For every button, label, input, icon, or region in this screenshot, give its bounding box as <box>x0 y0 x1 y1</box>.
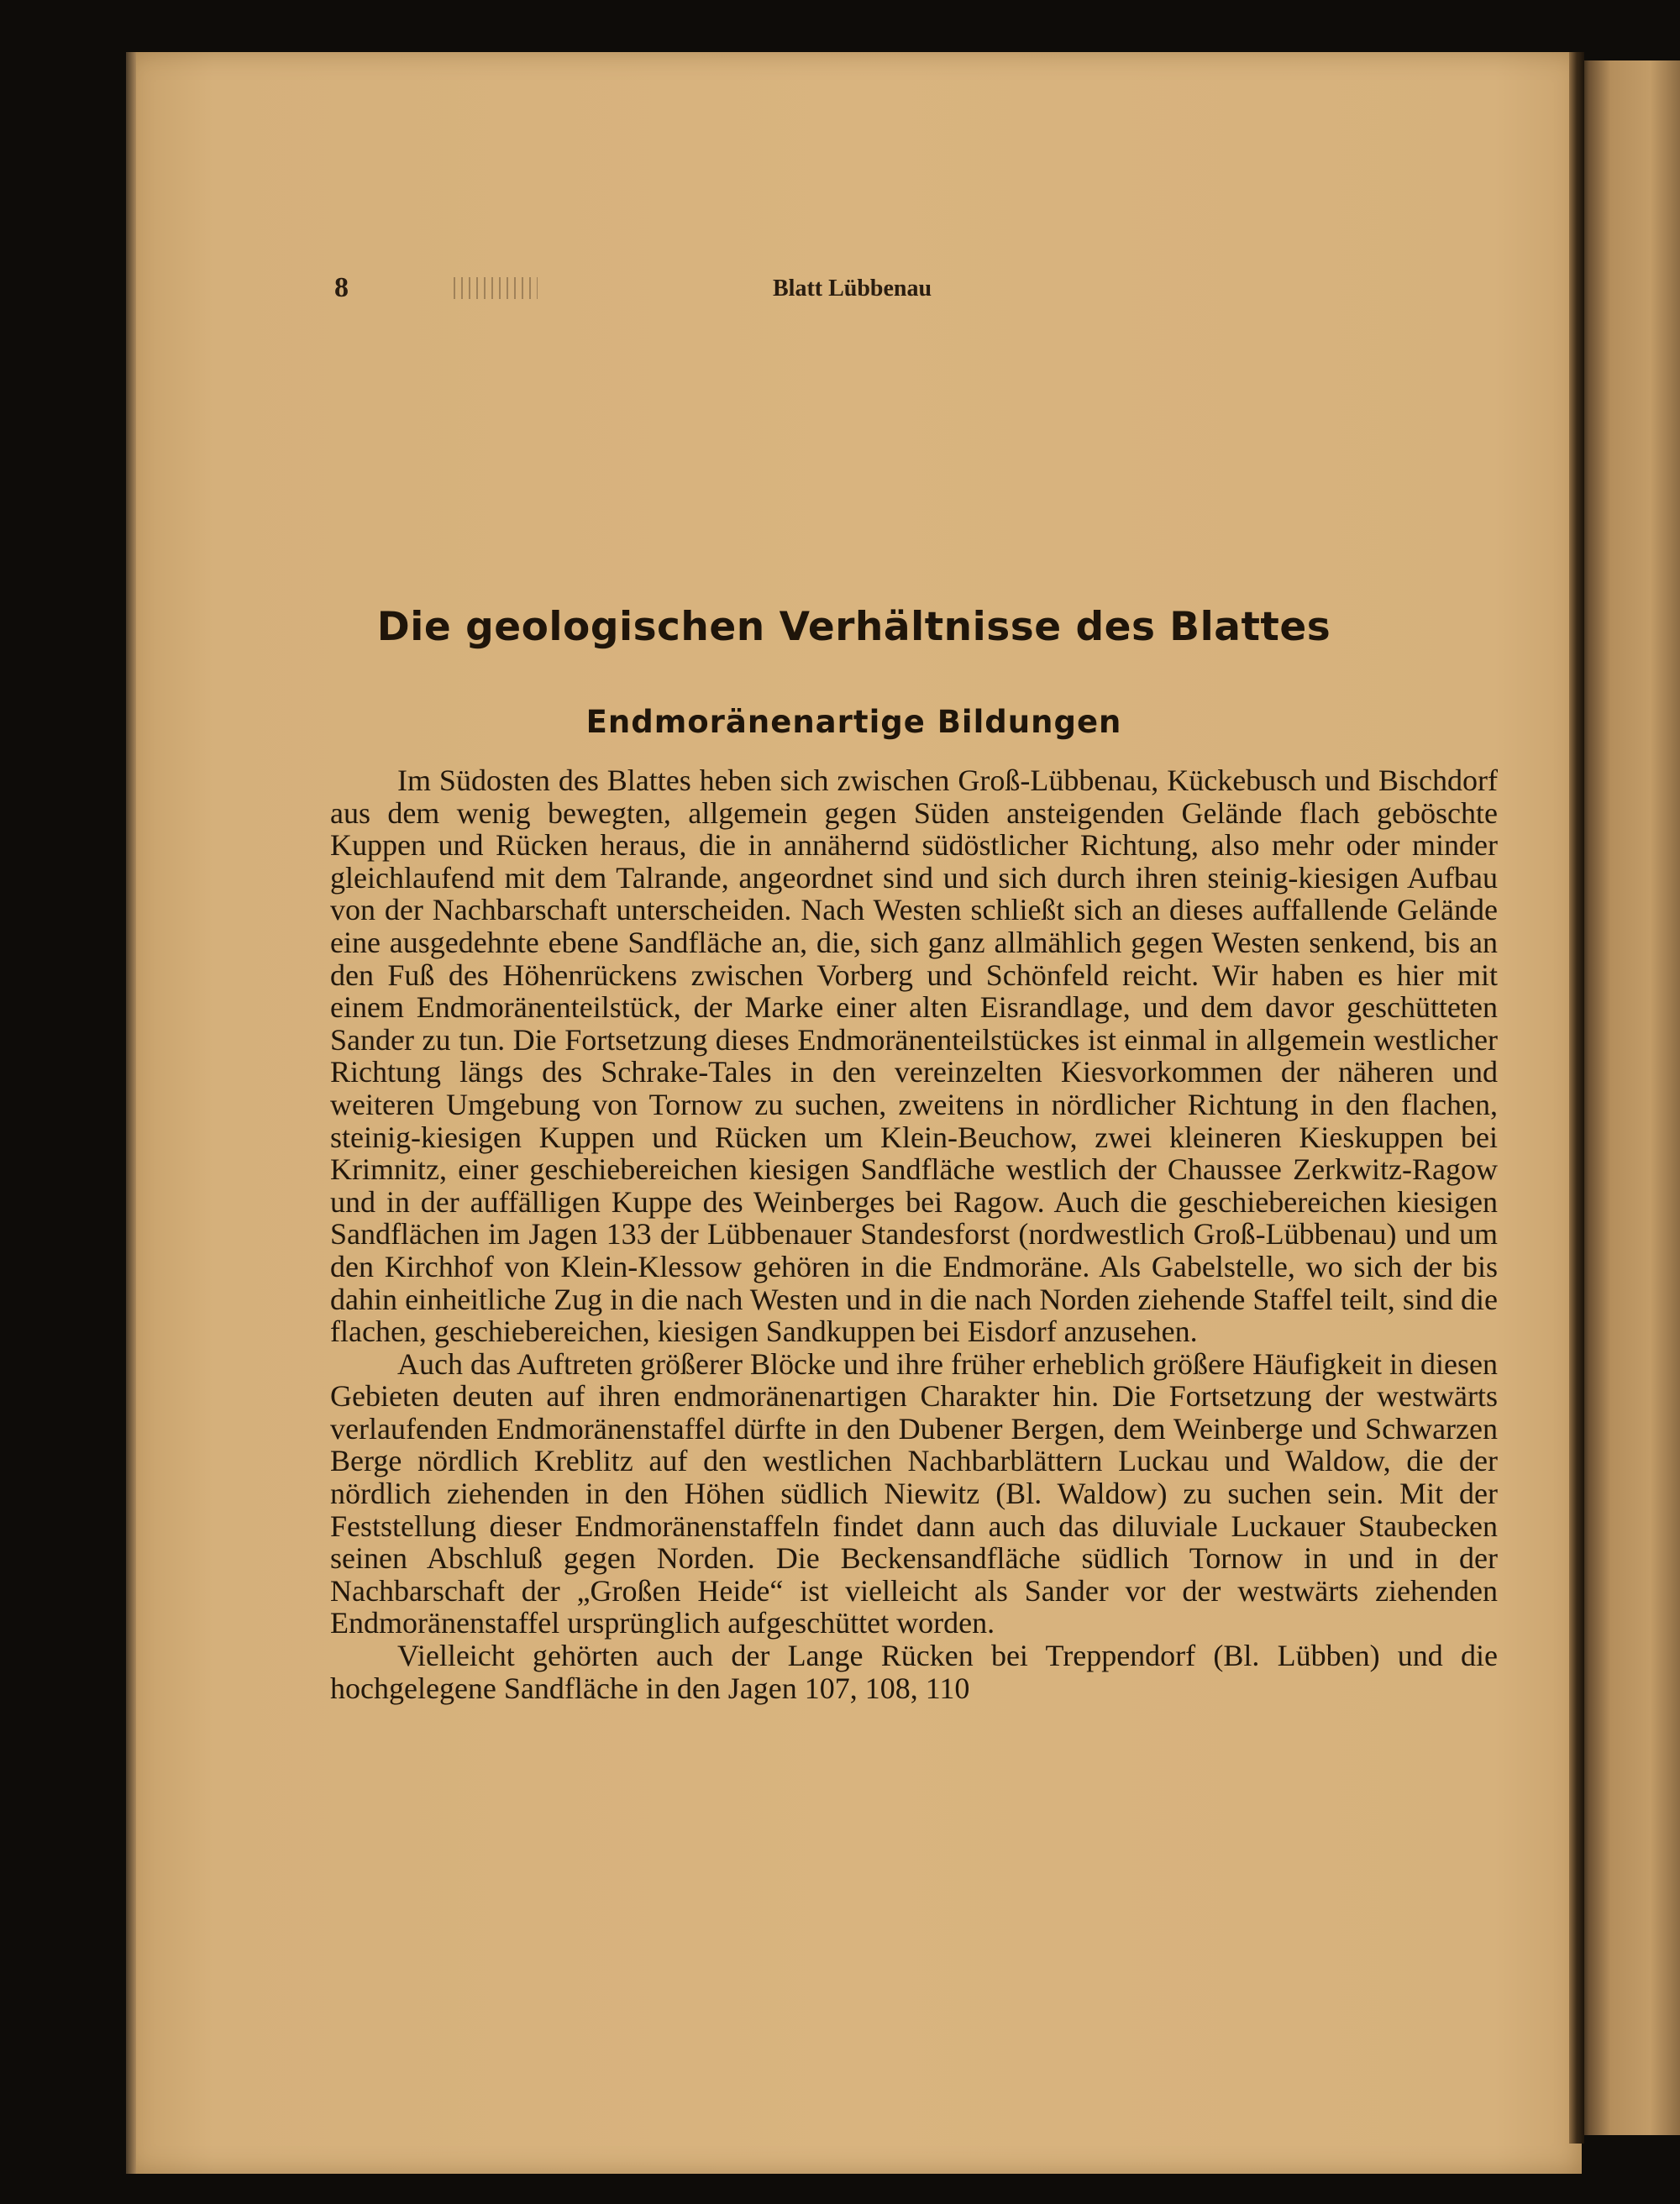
ink-smudge <box>454 277 538 299</box>
book-gutter <box>1569 52 1584 2144</box>
chapter-title: Die geologischen Verhältnisse des Blattes <box>376 604 1331 650</box>
paragraph: Vielleicht gehörten auch der Lange Rücken bei Treppendorf (Bl. Lübben) und die hochgelegene Sandfläche in den Jagen 107, 108, 110 <box>330 1639 1498 1705</box>
running-header <box>126 272 1582 306</box>
adjacent-page-edge <box>1581 60 1680 2135</box>
body-text <box>330 764 1498 1704</box>
section-heading: Endmoränenartige Bildungen <box>585 704 1122 740</box>
page-number: 8 <box>334 272 349 303</box>
page-left-edge <box>126 52 136 2174</box>
book-page <box>126 52 1582 2174</box>
paragraph: Auch das Auftreten größerer Blöcke und ihre früher erheblich größere Häufigkeit in diesen Gebieten deuten auf ihren endmoränenartigen Charakter hin. Die Fortsetzung der westwärts verlaufenden Endmoränenstaffel dürfte in den Dubener Bergen, dem Weinberge und Schwarzen Berge nördlich Kreblitz auf den westlichen Nachbarblättern Luckau und Waldow, die der nördlich ziehenden in den Höhen südlich Niewitz (Bl. Waldow) zu suchen sein. Mit der Feststellung dieser Endmoränenstaffeln findet dann auch das diluviale Luckauer Staubecken seinen Abschluß gegen Norden. Die Beckensandfläche südlich Tornow in und in der Nachbarschaft der „Großen Heide“ ist vielleicht als Sander vor der westwärts ziehenden Endmoränenstaffel ursprünglich aufgeschüttet worden. <box>330 1346 1498 1640</box>
paragraph: Im Südosten des Blattes heben sich zwischen Groß-Lübbenau, Kückebusch und Bischdorf aus dem wenig bewegten, allgemein gegen Süden ansteigenden Gelände flach geböschte Kuppen und Rücken heraus, die in annähernd südöstlicher Richtung, also mehr oder minder gleichlaufend mit dem Talrande, angeordnet sind und sich durch ihren steinig-kiesigen Aufbau von der Nachbarschaft unterscheiden. Nach Westen schließt sich an dieses auffallende Gelände eine ausgedehnte ebene Sandfläche an, die, sich ganz allmählich gegen Westen senkend, bis an den Fuß des Höhenrückens zwischen Vorberg und Schönfeld reicht. Wir haben es hier mit einem Endmoränenteilstück, der Marke einer alten Eisrandlage, und dem davor geschütteten Sander zu tun. Die Fortsetzung dieses Endmoränenteilstückes ist einmal in allgemein westlicher Richtung längs des Schrake-Tales in den vereinzelten Kiesvorkommen der näheren und weiteren Umgebung von Tornow zu suchen, zweitens in nördlicher Richtung in den flachen, steinig-kiesigen Kuppen und Rücken um Klein-Beuchow, zwei kleineren Kieskuppen bei Krimnitz, einer geschiebereichen kiesigen Sandfläche westlich der Chaussee Zerkwitz-Ragow und in der auffälligen Kuppe des Weinberges bei Ragow. Auch die geschiebereichen kiesigen Sandflächen im Jagen 133 der Lübbenauer Standesforst (nordwestlich Groß-Lübbenau) und um den Kirchhof von Klein-Klessow gehören in die Endmoräne. Als Gabelstelle, wo sich der bis dahin einheitliche Zug in die nach Westen und in die nach Norden ziehende Staffel teilt, sind die flachen, geschiebereichen, kiesigen Sandkuppen bei Eisdorf anzusehen. <box>330 764 1498 1349</box>
running-title: Blatt Lübbenau <box>773 276 932 302</box>
